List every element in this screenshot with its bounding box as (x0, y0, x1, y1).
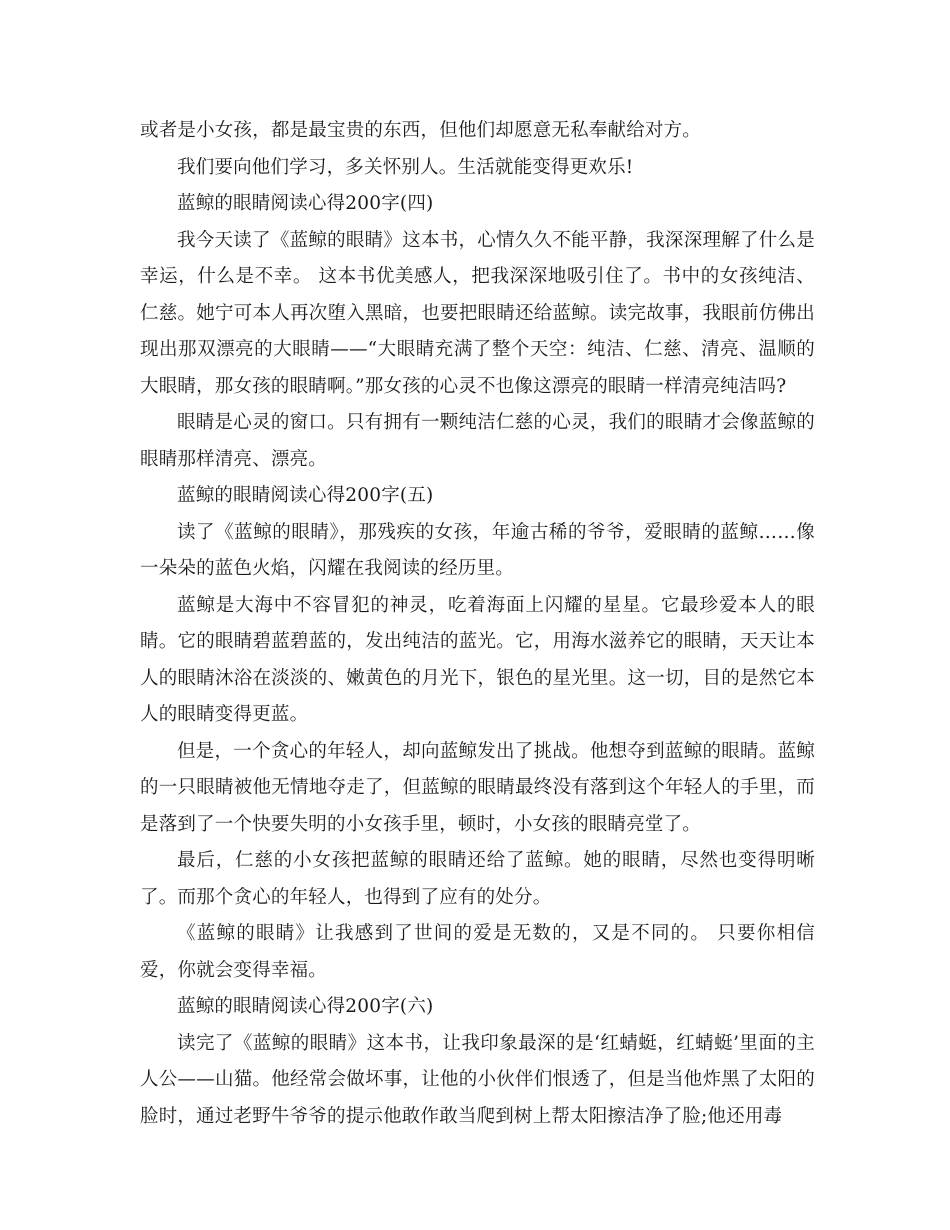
section-heading: 蓝鲸的眼睛阅读心得200字(五) (177, 485, 434, 506)
paragraph: 我今天读了《蓝鲸的眼睛》这本书，心情久久不能平静，我深深理解了什么是幸运，什么是不幸。 这本书优美感人，把我深深地吸引住了。书中的女孩纯洁、仁慈。她宁可本人再次堕入黑暗，也要把眼睛还给蓝鲸。读完故事，我眼前仿佛出现出那双漂亮的大眼睛——“大眼睛充满了整个天空：纯洁、仁慈、清亮、温顺的大眼睛，那女孩的眼睛啊。”那女孩的心灵不也像这漂亮的眼睛一样清亮纯洁吗? (140, 229, 815, 397)
paragraph: 蓝鲸是大海中不容冒犯的神灵，吃着海面上闪耀的星星。它最珍爱本人的眼睛。它的眼睛碧蓝碧蓝的，发出纯洁的蓝光。它，用海水滋养它的眼睛，天天让本人的眼睛沐浴在淡淡的、嫩黄色的月光下，银色的星光里。这一切，目的是然它本人的眼睛变得更蓝。 (140, 594, 815, 725)
paragraph: 最后，仁慈的小女孩把蓝鲸的眼睛还给了蓝鲸。她的眼睛，尽然也变得明晰了。而那个贪心的年轻人，也得到了应有的处分。 (140, 850, 815, 908)
paragraph: 读了《蓝鲸的眼睛》，那残疾的女孩，年逾古稀的爷爷，爱眼睛的蓝鲸……像一朵朵的蓝色火焰，闪耀在我阅读的经历里。 (140, 521, 815, 579)
paragraph: 眼睛是心灵的窗口。只有拥有一颗纯洁仁慈的心灵，我们的眼睛才会像蓝鲸的眼睛那样清亮、漂亮。 (140, 412, 815, 470)
section-heading: 蓝鲸的眼睛阅读心得200字(六) (177, 996, 434, 1017)
document-body (140, 113, 815, 1135)
paragraph: 但是，一个贪心的年轻人，却向蓝鲸发出了挑战。他想夺到蓝鲸的眼睛。蓝鲸的一只眼睛被他无情地夺走了，但蓝鲸的眼睛最终没有落到这个年轻人的手里，而是落到了一个快要失明的小女孩手里，顿时，小女孩的眼睛亮堂了。 (140, 740, 815, 835)
paragraph: 《蓝鲸的眼睛》让我感到了世间的爱是无数的，又是不同的。 只要你相信爱，你就会变得幸福。 (140, 923, 815, 981)
paragraph: 读完了《蓝鲸的眼睛》这本书，让我印象最深的是‘红蜻蜓，红蜻蜓’里面的主人公——山猫。他经常会做坏事，让他的小伙伴们恨透了，但是当他炸黑了太阳的脸时，通过老野牛爷爷的提示他敢作敢当爬到树上帮太阳擦洁净了脸;他还用毒 (140, 1032, 815, 1127)
paragraph: 或者是小女孩，都是最宝贵的东西，但他们却愿意无私奉献给对方。 (140, 120, 702, 141)
section-heading: 蓝鲸的眼睛阅读心得200字(四) (177, 193, 434, 214)
paragraph: 我们要向他们学习，多关怀别人。生活就能变得更欢乐! (177, 156, 634, 178)
